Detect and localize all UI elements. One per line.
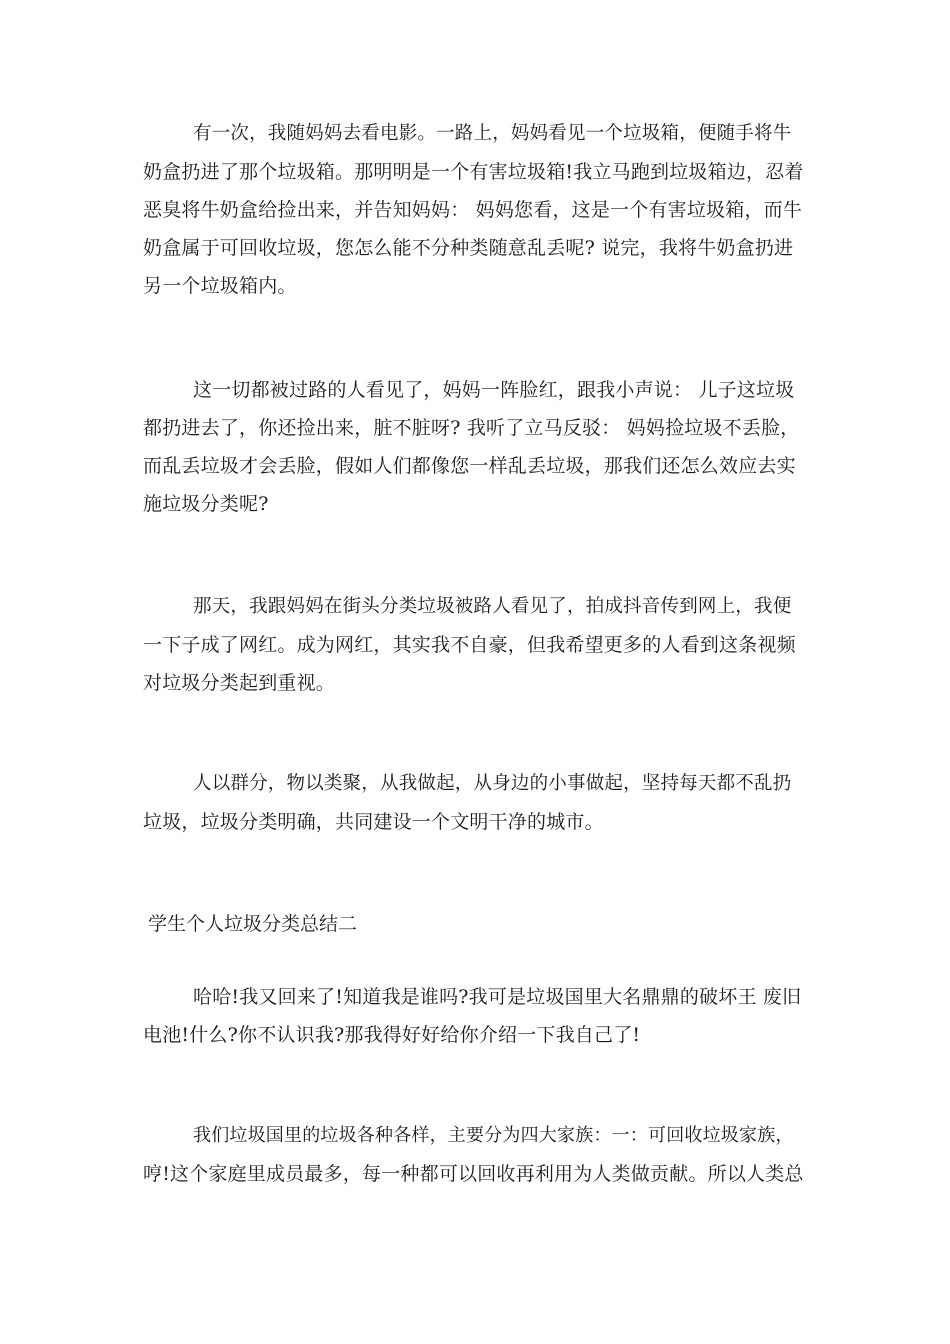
paragraph-1-line-4: 奶盒属于可回收垃圾，您怎么能不分种类随意乱丢呢? 说完，我将牛奶盒扔进 [143, 237, 794, 259]
paragraph-3-line-3: 对垃圾分类起到重视。 [143, 672, 336, 694]
paragraph-6-line-2: 哼!这个家庭里成员最多，每一种都可以回收再利用为人类做贡献。所以人类总 [143, 1163, 804, 1185]
paragraph-2-line-3: 而乱丢垃圾才会丢脸，假如人们都像您一样乱丢垃圾，那我们还怎么效应去实 [143, 455, 796, 477]
paragraph-5-line-1: 哈哈!我又回来了!知道我是谁吗?我可是垃圾国里大名鼎鼎的破坏王 废旧 [193, 986, 802, 1008]
paragraph-2-line-4: 施垃圾分类呢? [143, 493, 269, 515]
paragraph-6-line-1: 我们垃圾国里的垃圾各种各样，主要分为四大家族：一：可回收垃圾家族， [193, 1125, 794, 1146]
paragraph-3-line-2: 一下子成了网红。成为网红，其实我不自豪，但我希望更多的人看到这条视频 [143, 634, 796, 656]
paragraph-1-line-2: 奶盒扔进了那个垃圾箱。那明明是一个有害垃圾箱!我立马跑到垃圾箱边，忍着 [143, 161, 804, 183]
paragraph-3-line-1: 那天，我跟妈妈在街头分类垃圾被路人看见了，拍成抖音传到网上，我便 [193, 596, 792, 617]
paragraph-4-line-2: 垃圾，垃圾分类明确，共同建设一个文明干净的城市。 [143, 811, 604, 833]
paragraph-4-line-1: 人以群分，物以类聚，从我做起，从身边的小事做起，坚持每天都不乱扔 [193, 773, 792, 794]
paragraph-1-line-5: 另一个垃圾箱内。 [143, 275, 297, 297]
paragraph-2-line-2: 都扔进去了，你还捡出来，脏不脏呀? 我听了立马反驳： 妈妈捡垃圾不丢脸， [143, 417, 800, 439]
section-title: 学生个人垃圾分类总结二 [148, 913, 358, 935]
paragraph-5-line-2: 电池!什么?你不认识我?那我得好好给你介绍一下我自己了! [143, 1024, 641, 1046]
paragraph-1-line-3: 恶臭将牛奶盒给捡出来，并告知妈妈： 妈妈您看，这是一个有害垃圾箱，而牛 [143, 199, 803, 221]
paragraph-1-line-1: 有一次，我随妈妈去看电影。一路上，妈妈看见一个垃圾箱，便随手将牛 [193, 123, 792, 144]
paragraph-2-line-1: 这一切都被过路的人看见了，妈妈一阵脸红，跟我小声说： 儿子这垃圾 [193, 379, 795, 401]
